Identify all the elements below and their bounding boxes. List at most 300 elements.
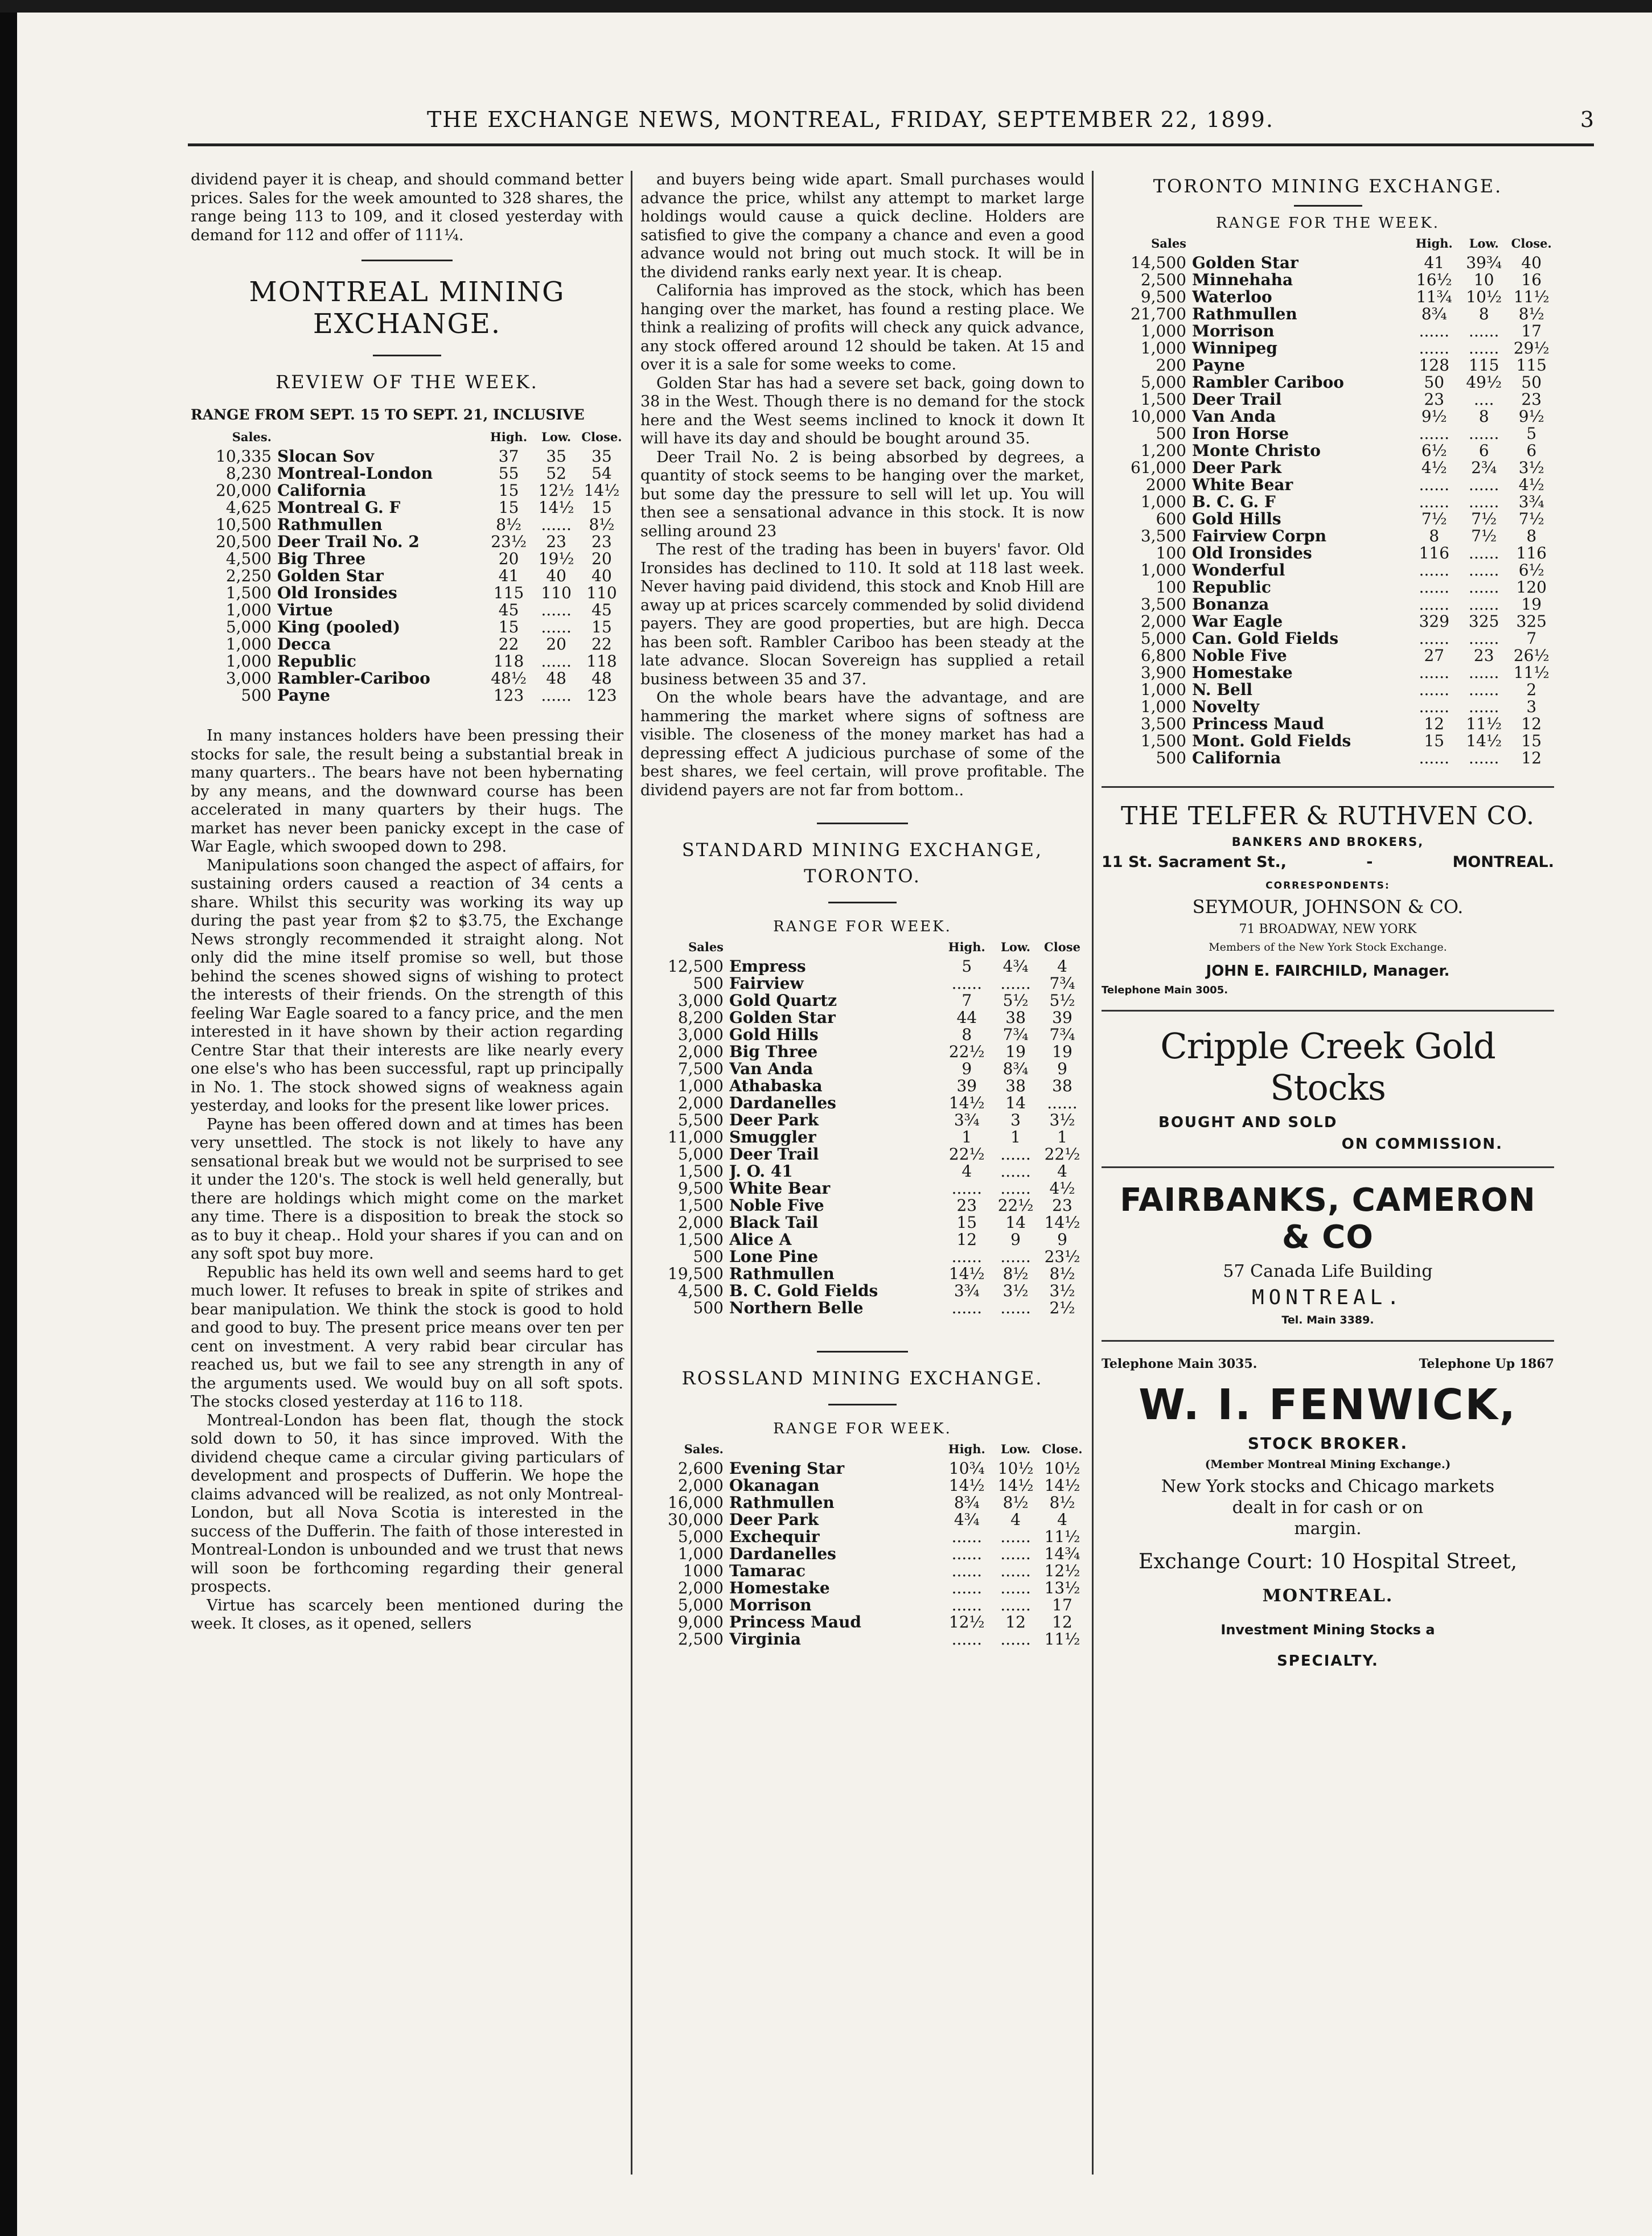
close-cell: 3	[1526, 697, 1537, 716]
sales-cell: 2,000	[677, 1579, 724, 1597]
high-cell: 39	[956, 1076, 977, 1095]
high-cell: ......	[1419, 475, 1450, 494]
low-cell: 38	[1005, 1076, 1026, 1095]
high-cell: ......	[1419, 322, 1450, 340]
cripple-creek-ad	[1102, 1025, 1554, 1153]
close-cell: 40	[1521, 253, 1542, 272]
low-cell: 4	[1010, 1510, 1021, 1529]
low-cell: ......	[1469, 475, 1499, 494]
stock-name-cell: Lone Pine	[729, 1248, 819, 1265]
sales-cell: 2,500	[1140, 270, 1186, 289]
sales-cell: 3,000	[225, 669, 272, 688]
high-cell: ......	[1419, 492, 1450, 511]
high-cell: ......	[951, 1596, 982, 1614]
sales-cell: 21,700	[1131, 305, 1186, 323]
sales-cell: 2,000	[677, 1094, 724, 1112]
low-cell: ......	[1000, 1579, 1031, 1597]
close-cell: 4	[1057, 1510, 1067, 1529]
table-row	[191, 653, 623, 670]
section-rule	[828, 1404, 897, 1405]
low-cell: 10	[1473, 270, 1494, 289]
high-cell: 8	[961, 1025, 972, 1044]
high-cell: 27	[1424, 646, 1445, 665]
sales-cell: 3,500	[1140, 714, 1186, 733]
sales-cell: 1,500	[677, 1196, 724, 1215]
sales-cell: 30,000	[668, 1510, 724, 1529]
close-cell: 115	[1516, 356, 1547, 375]
table-row	[1102, 613, 1554, 630]
table-row	[640, 1494, 1084, 1511]
column-header: Close.	[581, 430, 622, 444]
low-cell: ......	[541, 652, 572, 671]
stock-name-cell: White Bear	[729, 1180, 831, 1197]
close-cell: 8½	[1518, 305, 1544, 323]
sales-cell: 6,800	[1140, 646, 1186, 665]
low-cell: 7½	[1471, 527, 1497, 545]
low-cell: ......	[1469, 578, 1499, 597]
stock-name-cell: Morrison	[729, 1597, 812, 1614]
sales-cell: 12,500	[668, 957, 724, 976]
column-header: Low.	[1001, 940, 1031, 954]
stock-name-cell: Iron Horse	[1192, 425, 1289, 442]
high-cell: 329	[1419, 612, 1450, 631]
standard-range-heading: RANGE FOR WEEK.	[773, 918, 952, 935]
low-cell: ......	[1469, 595, 1499, 614]
table-row	[191, 568, 623, 585]
column-header	[729, 939, 942, 958]
stock-name-cell: Dardanelles	[729, 1546, 836, 1563]
fairbanks-ad	[1102, 1182, 1554, 1326]
table-row	[1102, 630, 1554, 647]
column-header: High.	[490, 430, 528, 444]
high-cell: 48½	[491, 669, 527, 688]
high-cell: 14½	[948, 1264, 985, 1283]
page-number: 3	[1580, 107, 1594, 132]
page-header	[188, 107, 1594, 141]
stock-name-cell: Payne	[1192, 357, 1245, 374]
sales-cell: 2,250	[225, 566, 272, 585]
low-cell: ......	[1469, 629, 1499, 648]
table-row	[640, 1283, 1084, 1300]
sales-cell: 4,500	[677, 1281, 724, 1300]
low-cell: 1	[1010, 1128, 1021, 1146]
low-cell: 11½	[1466, 714, 1502, 733]
low-cell: ......	[1469, 424, 1499, 443]
low-cell: 8½	[1002, 1493, 1029, 1512]
high-cell: 9	[961, 1059, 972, 1078]
article-paragraph: The rest of the trading has been in buyers' favor. Old Ironsides has declined to 110. It sold at 118 last week. Never having paid dividend, this stock and Knob Hill are away up at prices scarcely commended by solid dividend payers. They are good properties, but are high. Decca has been soft. Rambler Cariboo has been steady at the late advance. Slocan Sovereign has supplied a retail business between 35 and 37.	[640, 541, 1084, 688]
stock-name-cell: Athabaska	[729, 1078, 823, 1095]
sales-cell: 1,500	[1140, 390, 1186, 409]
sales-cell: 5,000	[1140, 373, 1186, 392]
sales-cell: 16,000	[668, 1493, 724, 1512]
table-row	[640, 1300, 1084, 1317]
table-row	[640, 1061, 1084, 1078]
high-cell: 14½	[948, 1094, 985, 1112]
column-header: Sales.	[232, 430, 272, 444]
low-cell: 8	[1478, 305, 1489, 323]
stock-name-cell: Van Anda	[729, 1061, 813, 1078]
close-cell: 15	[591, 498, 612, 517]
stock-name-cell: Gold Quartz	[729, 992, 837, 1009]
column-header: Sales	[1151, 236, 1186, 250]
sales-cell: 1,000	[1140, 561, 1186, 579]
section-rule	[817, 1351, 908, 1353]
high-cell: 15	[1424, 731, 1445, 750]
stock-name-cell: Fairview	[729, 975, 804, 992]
high-cell: ......	[951, 1179, 982, 1198]
stock-name-cell: Rathmullen	[277, 516, 383, 533]
table-row	[640, 1477, 1084, 1494]
table-row	[640, 1146, 1084, 1163]
high-cell: 4	[961, 1162, 972, 1181]
close-cell: 17	[1521, 322, 1542, 340]
table-row	[1102, 306, 1554, 323]
stock-name-cell: Decca	[277, 636, 331, 653]
sales-cell: 2,000	[677, 1213, 724, 1232]
high-cell: 3¾	[954, 1281, 980, 1300]
stock-name-cell: Big Three	[729, 1043, 818, 1061]
low-cell: 10½	[1466, 287, 1502, 306]
table-row	[1102, 476, 1554, 494]
montreal-stock-table	[191, 429, 623, 704]
close-cell: 15	[1521, 731, 1542, 750]
close-cell: 10½	[1044, 1459, 1080, 1478]
fenwick-member: (Member Montreal Mining Exchange.)	[1205, 1457, 1451, 1471]
fairbanks-city: MONTREAL.	[1251, 1286, 1404, 1309]
stock-name-cell: Princess Maud	[729, 1614, 862, 1631]
low-cell: ......	[1469, 697, 1499, 716]
table-row	[640, 1214, 1084, 1231]
sales-cell: 1,000	[225, 652, 272, 671]
close-cell: 1	[1057, 1128, 1067, 1146]
table-row	[1102, 750, 1554, 767]
low-cell: ......	[1000, 1162, 1031, 1181]
low-cell: 49½	[1466, 373, 1502, 392]
close-cell: 50	[1521, 373, 1542, 392]
high-cell: ......	[951, 1544, 982, 1563]
low-cell: ......	[1469, 749, 1499, 767]
stock-name-cell: Deer Trail No. 2	[277, 533, 420, 550]
stock-name-cell: Big Three	[277, 550, 366, 568]
low-cell: 52	[546, 464, 566, 483]
table-row	[1102, 425, 1554, 442]
close-cell: 19	[1052, 1042, 1072, 1061]
column-header: High.	[1415, 236, 1453, 250]
fairbanks-phone: Tel. Main 3389.	[1281, 1314, 1374, 1326]
low-cell: 12½	[538, 481, 574, 500]
table-row	[640, 1460, 1084, 1477]
low-cell: 14½	[997, 1476, 1034, 1495]
sales-cell: 5,000	[225, 618, 272, 636]
column-header: Close	[1044, 940, 1080, 954]
fenwick-city: MONTREAL.	[1262, 1586, 1394, 1606]
column-header	[1192, 235, 1409, 254]
close-cell: 12	[1521, 714, 1542, 733]
table-row	[1102, 374, 1554, 391]
table-row	[640, 1528, 1084, 1546]
close-cell: ......	[1047, 1094, 1078, 1112]
close-cell: 22	[591, 635, 612, 653]
market-commentary	[640, 171, 1084, 800]
table-row	[1102, 562, 1554, 579]
table-row	[1102, 323, 1554, 340]
close-cell: 7½	[1518, 509, 1544, 528]
stock-name-cell: Mont. Gold Fields	[1192, 733, 1351, 750]
low-cell: 20	[546, 635, 566, 653]
table-row	[640, 1043, 1084, 1061]
close-cell: 12	[1052, 1613, 1072, 1631]
table-row	[191, 670, 623, 687]
stock-name-cell: Deer Park	[1192, 459, 1282, 476]
ad-rule	[1102, 1166, 1554, 1168]
scan-top-band	[0, 0, 1652, 13]
sales-cell: 20,000	[216, 481, 272, 500]
high-cell: ......	[951, 974, 982, 993]
table-header-row	[1102, 235, 1554, 254]
table-row	[640, 1563, 1084, 1580]
stock-name-cell: Rathmullen	[1192, 306, 1297, 323]
high-cell: 15	[498, 498, 519, 517]
fenwick-line1: New York stocks and Chicago markets	[1161, 1477, 1495, 1497]
stock-name-cell: Empress	[729, 958, 806, 975]
low-cell: 2¾	[1471, 458, 1497, 477]
close-cell: 29½	[1513, 339, 1550, 357]
high-cell: ......	[951, 1298, 982, 1317]
close-cell: 26½	[1513, 646, 1550, 665]
stock-name-cell: Montreal G. F	[277, 499, 401, 516]
sales-cell: 500	[1156, 424, 1186, 443]
stock-name-cell: Can. Gold Fields	[1192, 630, 1339, 647]
article-paragraph: In many instances holders have been pressing their stocks for sale, the result being a substantial break in many quarters.. The bears have not been hybernating by any means, and the downward course has been accelerated in many quarters by their hugs. The market has never been panicky except in the case of War Eagle, which swooped down to 298.	[191, 727, 623, 856]
high-cell: 10¾	[948, 1459, 985, 1478]
high-cell: ......	[951, 1579, 982, 1597]
table-row	[1102, 596, 1554, 613]
high-cell: 41	[498, 566, 519, 585]
sales-cell: 100	[1156, 544, 1186, 562]
close-cell: 22½	[1044, 1145, 1080, 1164]
low-cell: 8½	[1002, 1264, 1029, 1283]
close-cell: 38	[1052, 1076, 1072, 1095]
close-cell: 17	[1052, 1596, 1072, 1614]
high-cell: 20	[498, 549, 519, 568]
table-row	[1102, 733, 1554, 750]
table-row	[1102, 340, 1554, 357]
close-cell: 19	[1521, 595, 1542, 614]
stock-name-cell: Morrison	[1192, 323, 1275, 340]
fairbanks-name: FAIRBANKS, CAMERON & CO	[1120, 1182, 1536, 1256]
close-cell: 4½	[1518, 475, 1544, 494]
telfer-ruthven-ad	[1102, 801, 1554, 996]
close-cell: 110	[586, 583, 617, 602]
table-row	[1102, 272, 1554, 289]
close-cell: 14½	[1044, 1476, 1080, 1495]
low-cell: 14½	[538, 498, 574, 517]
ad-rule	[1102, 786, 1554, 788]
low-cell: ......	[541, 515, 572, 534]
low-cell: 9	[1010, 1230, 1021, 1249]
cripple-line2: ON COMMISSION.	[1341, 1136, 1503, 1153]
stock-name-cell: Old Ironsides	[277, 585, 397, 602]
high-cell: 22½	[948, 1145, 985, 1164]
table-row	[640, 1009, 1084, 1026]
low-cell: 19	[1005, 1042, 1026, 1061]
high-cell: 14½	[948, 1476, 985, 1495]
stock-name-cell: Homestake	[729, 1580, 830, 1597]
column-header: Low.	[1001, 1442, 1031, 1456]
sales-cell: 4,500	[225, 549, 272, 568]
close-cell: 45	[591, 601, 612, 619]
table-row	[191, 482, 623, 499]
telfer-name: THE TELFER & RUTHVEN CO.	[1121, 801, 1535, 831]
stock-name-cell: Black Tail	[729, 1214, 819, 1231]
table-header-row	[191, 429, 623, 448]
high-cell: ......	[1419, 595, 1450, 614]
sales-cell: 1,000	[225, 635, 272, 653]
telfer-city: MONTREAL.	[1452, 853, 1554, 871]
stock-name-cell: Exchequir	[729, 1528, 820, 1546]
stock-name-cell: Okanagan	[729, 1477, 820, 1494]
low-cell: ......	[1469, 322, 1499, 340]
low-cell: ......	[1000, 1561, 1031, 1580]
column-header: Low.	[1469, 236, 1499, 250]
high-cell: 12	[956, 1230, 977, 1249]
rossland-exchange-heading: ROSSLAND MINING EXCHANGE.	[681, 1367, 1043, 1389]
close-cell: 9½	[1518, 407, 1544, 426]
close-cell: 120	[1516, 578, 1547, 597]
high-cell: ......	[1419, 663, 1450, 682]
telfer-corr-label: CORRESPONDENTS:	[1265, 880, 1390, 891]
low-cell: ......	[1000, 1596, 1031, 1614]
low-cell: ....	[1473, 390, 1494, 409]
low-cell: 19½	[538, 549, 574, 568]
column-header	[277, 429, 485, 448]
sales-cell: 1,000	[677, 1544, 724, 1563]
toronto-range-heading: RANGE FOR THE WEEK.	[1216, 215, 1440, 232]
table-row	[1102, 647, 1554, 664]
telfer-address: 11 St. Sacrament St.,	[1102, 853, 1287, 871]
table-row	[1102, 459, 1554, 476]
high-cell: 1	[961, 1128, 972, 1146]
table-row	[640, 1231, 1084, 1248]
table-row	[191, 550, 623, 568]
sales-cell: 7,500	[677, 1059, 724, 1078]
sales-cell: 8,200	[677, 1008, 724, 1027]
fenwick-tel-left: Telephone Main 3035.	[1102, 1357, 1258, 1371]
stock-name-cell: Noble Five	[729, 1197, 824, 1214]
high-cell: 22½	[948, 1042, 985, 1061]
sales-cell: 1,000	[1140, 697, 1186, 716]
stock-name-cell: Northern Belle	[729, 1300, 864, 1317]
article-paragraph: On the whole bears have the advantage, and are hammering the market where signs of softness are visible. The closeness of the money market has had a depressing effect A judicious purchase of some of the best shares, we feel certain, will prove profitable. The dividend payers are not far from bottom..	[640, 689, 1084, 799]
table-row	[640, 1580, 1084, 1597]
close-cell: 12½	[1044, 1561, 1080, 1580]
high-cell: 12½	[948, 1613, 985, 1631]
table-row	[1102, 681, 1554, 698]
high-cell: ......	[1419, 629, 1450, 648]
low-cell: 48	[546, 669, 566, 688]
low-cell: 8¾	[1002, 1059, 1029, 1078]
sales-cell: 500	[693, 1247, 724, 1266]
low-cell: 14	[1005, 1094, 1026, 1112]
stock-name-cell: Rambler-Cariboo	[277, 670, 430, 687]
sales-cell: 1,000	[1140, 322, 1186, 340]
close-cell: 4½	[1049, 1179, 1075, 1198]
high-cell: ......	[1419, 697, 1450, 716]
stock-name-cell: Monte Christo	[1192, 442, 1321, 459]
table-row	[1102, 545, 1554, 562]
sales-cell: 61,000	[1131, 458, 1186, 477]
table-row	[640, 1597, 1084, 1614]
high-cell: 37	[498, 447, 519, 466]
close-cell: 8½	[1049, 1264, 1075, 1283]
stock-name-cell: Republic	[1192, 579, 1271, 596]
montreal-mining-heading: MONTREAL MINING EXCHANGE.	[249, 276, 565, 340]
sales-cell: 19,500	[668, 1264, 724, 1283]
low-cell: ......	[541, 686, 572, 705]
fenwick-line2: dealt in for cash or on	[1232, 1498, 1424, 1518]
sales-cell: 2000	[1145, 475, 1186, 494]
high-cell: ......	[951, 1527, 982, 1546]
low-cell: ......	[1469, 680, 1499, 699]
sales-cell: 10,000	[1131, 407, 1186, 426]
stock-name-cell: Noble Five	[1192, 647, 1287, 664]
high-cell: ......	[1419, 339, 1450, 357]
column-header: Sales	[688, 940, 724, 954]
sales-cell: 5,500	[677, 1111, 724, 1129]
fenwick-role: STOCK BROKER.	[1247, 1434, 1408, 1453]
sales-cell: 1000	[683, 1561, 724, 1580]
close-cell: 116	[1516, 544, 1547, 562]
standard-exchange-heading: STANDARD MINING EXCHANGE,	[681, 839, 1043, 861]
rossland-stock-table	[640, 1441, 1084, 1648]
low-cell: 5½	[1002, 991, 1029, 1010]
close-cell: 9	[1057, 1059, 1067, 1078]
article-paragraph: California has improved as the stock, which has been hanging over the market, has found a resting place. We think a realizing of profits will check any quick advance, any stock offered around 12 should be taken. At 15 and over it is a sale for some weeks to come.	[640, 282, 1084, 373]
close-cell: 4	[1057, 1162, 1067, 1181]
high-cell: 128	[1419, 356, 1450, 375]
sales-cell: 500	[1156, 749, 1186, 767]
stock-name-cell: Rambler Cariboo	[1192, 374, 1344, 391]
close-cell: 11½	[1044, 1630, 1080, 1649]
high-cell: 8¾	[954, 1493, 980, 1512]
column-header	[729, 1441, 942, 1460]
table-row	[640, 1095, 1084, 1112]
table-row	[191, 465, 623, 482]
low-cell: 110	[541, 583, 572, 602]
low-cell: ......	[1000, 1247, 1031, 1266]
stock-name-cell: Golden Star	[1192, 254, 1298, 272]
sales-cell: 3,000	[677, 991, 724, 1010]
close-cell: 15	[591, 618, 612, 636]
article-paragraph: Republic has held its own well and seems hard to get much lower. It refuses to break in spite of strikes and bear manipulation. We think the stock is good to hold and good to buy. The present price means over ten per cent on investment. A very rabid bear circular has reached us, but we fail to see any strength in any of the arguments used. We would buy on all soft spots. The stocks closed yesterday at 116 to 118.	[191, 1263, 623, 1411]
low-cell: 7¾	[1002, 1025, 1029, 1044]
close-cell: 48	[591, 669, 612, 688]
sales-cell: 600	[1156, 509, 1186, 528]
close-cell: 20	[591, 549, 612, 568]
fenwick-line3: margin.	[1294, 1519, 1362, 1539]
close-cell: 14½	[583, 481, 620, 500]
high-cell: 115	[493, 583, 524, 602]
table-row	[640, 1631, 1084, 1648]
stock-name-cell: Golden Star	[729, 1009, 836, 1026]
close-cell: 14¾	[1044, 1544, 1080, 1563]
table-row	[640, 1265, 1084, 1283]
high-cell: 8¾	[1421, 305, 1447, 323]
table-row	[640, 1180, 1084, 1197]
sales-cell: 9,500	[1140, 287, 1186, 306]
stock-name-cell: Slocan Sov	[277, 448, 374, 465]
